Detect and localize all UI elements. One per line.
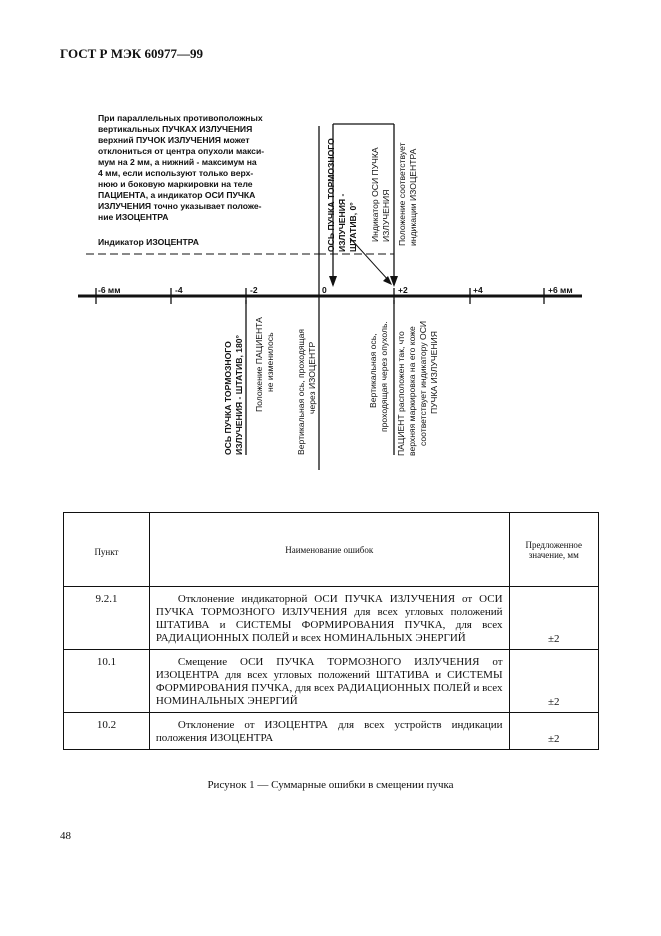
item-cell: 10.2 bbox=[64, 713, 150, 750]
note-line: 4 мм, если используют только верх- bbox=[98, 168, 254, 178]
name-cell: Отклонение индикаторной ОСИ ПУЧКА ИЗЛУЧЕНИЯ от ОСИ ПУЧКА ТОРМОЗНОГО ИЗЛУЧЕНИЯ для всех угловых положений ШТАТИВА и СИСТЕМЫ ФОРМИРОВАНИЯ ПУЧКА, для всех РАДИАЦИОННЫХ ПОЛЕЙ и всех НОМИНАЛЬНЫХ ЭНЕРГИЙ bbox=[149, 587, 509, 650]
lower-label-vertical-axis-tumor bbox=[368, 321, 439, 456]
label-line: Положение соответствует bbox=[397, 142, 407, 246]
label-line: Индикатор ОСИ ПУЧКА bbox=[370, 147, 380, 242]
upper-label-beam-axis-indicator bbox=[370, 147, 391, 242]
label-line: ШТАТИВ, 0° bbox=[348, 202, 358, 252]
lower-label-patient-position bbox=[254, 317, 275, 412]
note-text bbox=[98, 113, 264, 222]
tick-label: -2 bbox=[250, 285, 258, 295]
note-line: верхний ПУЧОК ИЗЛУЧЕНИЯ может bbox=[98, 135, 250, 145]
isocenter-indicator-label: Индикатор ИЗОЦЕНТРА bbox=[98, 237, 199, 247]
tick-label: -6 мм bbox=[98, 285, 121, 295]
label-line: ИЗЛУЧЕНИЯ - bbox=[337, 193, 347, 252]
column-header-name: Наименование ошибок bbox=[149, 513, 509, 587]
table-row bbox=[64, 650, 599, 713]
tick-label: 0 bbox=[322, 285, 327, 295]
label-line: ИЗЛУЧЕНИЯ bbox=[381, 189, 391, 242]
figure-caption: Рисунок 1 — Суммарные ошибки в смещении пучка bbox=[207, 779, 454, 791]
note-line: мум на 2 мм, а нижний - максимум на bbox=[98, 157, 257, 167]
column-header-item: Пункт bbox=[64, 513, 150, 587]
value-cell: ±2 bbox=[509, 713, 598, 750]
tick-label: +2 bbox=[398, 285, 408, 295]
table-row bbox=[64, 587, 599, 650]
upper-label-position-match bbox=[397, 142, 418, 246]
label-line: ПАЦИЕНТ расположен так, что bbox=[396, 331, 406, 456]
label-line: ОСЬ ПУЧКА ТОРМОЗНОГО bbox=[223, 341, 233, 455]
label-line: проходящая через опухоль. bbox=[379, 321, 389, 432]
lower-label-vertical-axis-iso bbox=[296, 329, 317, 455]
tick-label: -4 bbox=[175, 285, 183, 295]
document-header: ГОСТ Р МЭК 60977—99 bbox=[60, 46, 203, 61]
column-header-value: Предложенное значение, мм bbox=[509, 513, 598, 587]
table-header-row bbox=[64, 513, 599, 587]
lower-label-axis-180 bbox=[223, 334, 244, 455]
upper-label-axis-0 bbox=[326, 138, 358, 252]
arrow-head bbox=[329, 276, 337, 287]
label-line: Вертикальная ось, проходящая bbox=[296, 328, 306, 455]
name-cell: Отклонение от ИЗОЦЕНТРА для всех устройств индикации положения ИЗОЦЕНТРА bbox=[149, 713, 509, 750]
value-cell: ±2 bbox=[509, 650, 598, 713]
label-line: ПУЧКА ИЗЛУЧЕНИЯ bbox=[429, 331, 439, 414]
label-line: ИЗЛУЧЕНИЯ - ШТАТИВ, 180° bbox=[234, 335, 244, 455]
errors-table bbox=[63, 512, 599, 750]
label-line: соответствует индикатору ОСИ bbox=[418, 320, 428, 446]
note-line: вертикальных ПУЧКАХ ИЗЛУЧЕНИЯ bbox=[98, 124, 253, 134]
label-line: Вертикальная ось, bbox=[368, 333, 378, 408]
value-cell: ±2 bbox=[509, 587, 598, 650]
note-line: ПАЦИЕНТА, а индикатор ОСИ ПУЧКА bbox=[98, 190, 256, 200]
arrow-head bbox=[390, 276, 398, 287]
note-line: При параллельных противоположных bbox=[98, 113, 263, 123]
label-line: индикации ИЗОЦЕНТРА bbox=[408, 148, 418, 246]
label-line: через ИЗОЦЕНТР bbox=[307, 341, 317, 414]
tick-label: +4 bbox=[473, 285, 483, 295]
item-cell: 10.1 bbox=[64, 650, 150, 713]
note-line: ИЗЛУЧЕНИЯ точно указывает положе- bbox=[98, 201, 262, 211]
label-line: ОСЬ ПУЧКА ТОРМОЗНОГО bbox=[326, 138, 336, 252]
name-cell: Смещение ОСИ ПУЧКА ТОРМОЗНОГО ИЗЛУЧЕНИЯ от ИЗОЦЕНТРА для всех угловых положений ШТАТИВА и СИСТЕМЫ ФОРМИРОВАНИЯ ПУЧКА, для всех РАДИАЦИОННЫХ ПОЛЕЙ и всех НОМИНАЛЬНЫХ ЭНЕРГИЙ bbox=[149, 650, 509, 713]
tick-label: +6 мм bbox=[548, 285, 573, 295]
note-line: отклониться от центра опухоли макси- bbox=[98, 146, 265, 156]
page-number: 48 bbox=[60, 830, 71, 842]
item-cell: 9.2.1 bbox=[64, 587, 150, 650]
label-line: верхняя маркировка на его коже bbox=[407, 326, 417, 456]
label-line: Положение ПАЦИЕНТА bbox=[254, 317, 264, 412]
note-line: нюю и боковую маркировки на теле bbox=[98, 179, 253, 189]
note-line: ние ИЗОЦЕНТРА bbox=[98, 212, 169, 222]
label-line: не изменилось bbox=[265, 332, 275, 392]
table-row bbox=[64, 713, 599, 750]
